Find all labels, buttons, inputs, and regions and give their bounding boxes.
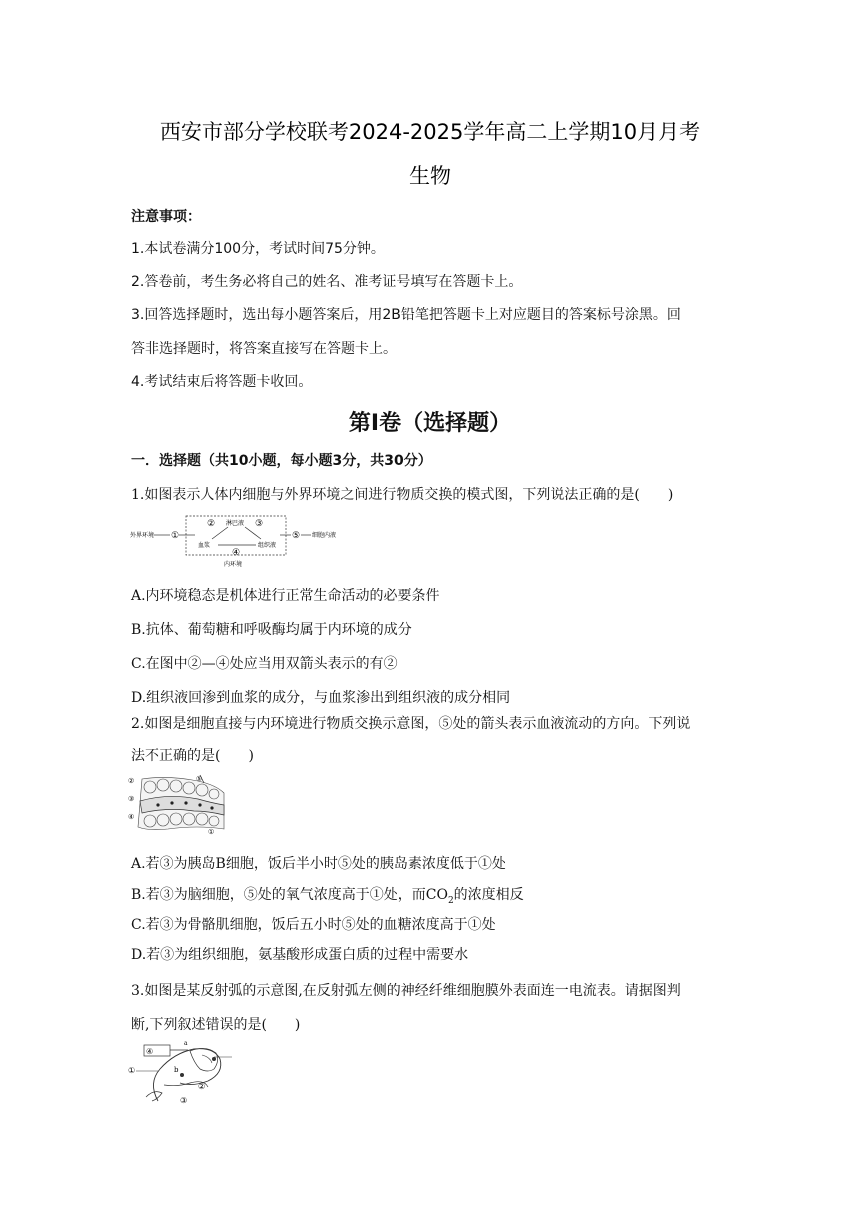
label-num-2: ②: [198, 1082, 206, 1091]
label-num-1: ①: [208, 828, 215, 835]
question-3-stem: 3.如图是某反射弧的示意图,在反射弧左侧的神经纤维细胞膜外表面连一电流表。请据图判: [131, 983, 681, 999]
label-internal-environment: 内环境: [224, 561, 243, 568]
question-1-option-b: B.抗体、葡萄糖和呼吸酶均属于内环境的成分: [131, 622, 412, 638]
label-num-3: ③: [128, 795, 135, 803]
question-1-figure: [128, 514, 360, 570]
label-lymph: 淋巴液: [226, 520, 245, 527]
part-title: 第I卷（选择题）: [348, 411, 512, 436]
question-1-option-c: C.在图中②—④处应当用双箭头表示的有②: [131, 656, 398, 672]
question-1-stem: 1.如图表示人体内细胞与外界环境之间进行物质交换的模式图，下列说法正确的是( ): [131, 487, 674, 503]
label-plasma: 血浆: [198, 542, 211, 549]
label-num-2: ②: [207, 519, 216, 529]
question-2-stem-continued: 法不正确的是( ): [131, 748, 254, 764]
label-num-2: ②: [128, 777, 135, 785]
question-2-option-d: D.若③为组织细胞，氨基酸形成蛋白质的过程中需要水: [131, 947, 469, 963]
label-num-5: ⑤: [196, 775, 203, 783]
label-num-4: ④: [146, 1047, 154, 1056]
question-1-option-a: A.内环境稳态是机体进行正常生命活动的必要条件: [131, 588, 440, 604]
label-b: b: [174, 1066, 179, 1074]
section-heading: 一．选择题（共10小题，每小题3分，共30分）: [131, 453, 432, 469]
label-tissue-fluid: 组织液: [258, 542, 277, 549]
question-2-stem: 2.如图是细胞直接与内环境进行物质交换示意图，⑤处的箭头表示血液流动的方向。下列说: [131, 716, 691, 732]
option-b-tail: 的浓度相反: [453, 887, 524, 903]
exam-title: 西安市部分学校联考2024-2025学年高二上学期10月月考: [159, 120, 701, 144]
label-num-3: ③: [180, 1096, 188, 1105]
question-3-stem-continued: 断,下列叙述错误的是( ): [131, 1017, 301, 1033]
question-3-figure: [128, 1039, 234, 1105]
question-2-option-a: A.若③为胰岛B细胞，饭后半小时⑤处的胰岛素浓度低于①处: [131, 856, 506, 872]
label-num-1: ①: [171, 531, 180, 541]
co2-subscript: 2: [447, 895, 454, 906]
option-b-text: B.若③为脑细胞，⑤处的氧气浓度高于①处，而CO: [131, 887, 448, 903]
notice-heading: 注意事项：: [131, 209, 201, 225]
question-2-figure: [128, 773, 226, 835]
label-num-4: ④: [128, 813, 135, 821]
label-outer-environment: 外界环境: [130, 532, 155, 539]
label-num-4: ④: [232, 548, 241, 558]
notice-item: 1.本试卷满分100分，考试时间75分钟。: [131, 241, 385, 257]
subject-title: 生物: [409, 164, 451, 188]
notice-item: 3.回答选择题时，选出每小题答案后，用2B铅笔把答题卡上对应题目的答案标号涂黑。回: [131, 307, 681, 323]
notice-item: 2.答卷前，考生务必将自己的姓名、准考证号填写在答题卡上。: [131, 274, 523, 290]
notice-item-continued: 答非选择题时，将答案直接写在答题卡上。: [131, 341, 397, 357]
label-num-3: ③: [255, 519, 264, 529]
label-num-5: ⑤: [292, 531, 301, 541]
label-num-1: ①: [128, 1066, 136, 1075]
question-2-option-c: C.若③为骨骼肌细胞，饭后五小时⑤处的血糖浓度高于①处: [131, 917, 496, 933]
question-1-option-d: D.组织液回渗到血浆的成分，与血浆渗出到组织液的成分相同: [131, 690, 511, 706]
label-a: a: [184, 1040, 188, 1047]
notice-item: 4.考试结束后将答题卡收回。: [131, 374, 313, 390]
label-cell-fluid: 细胞内液: [312, 532, 337, 539]
question-2-option-b: [131, 884, 524, 906]
